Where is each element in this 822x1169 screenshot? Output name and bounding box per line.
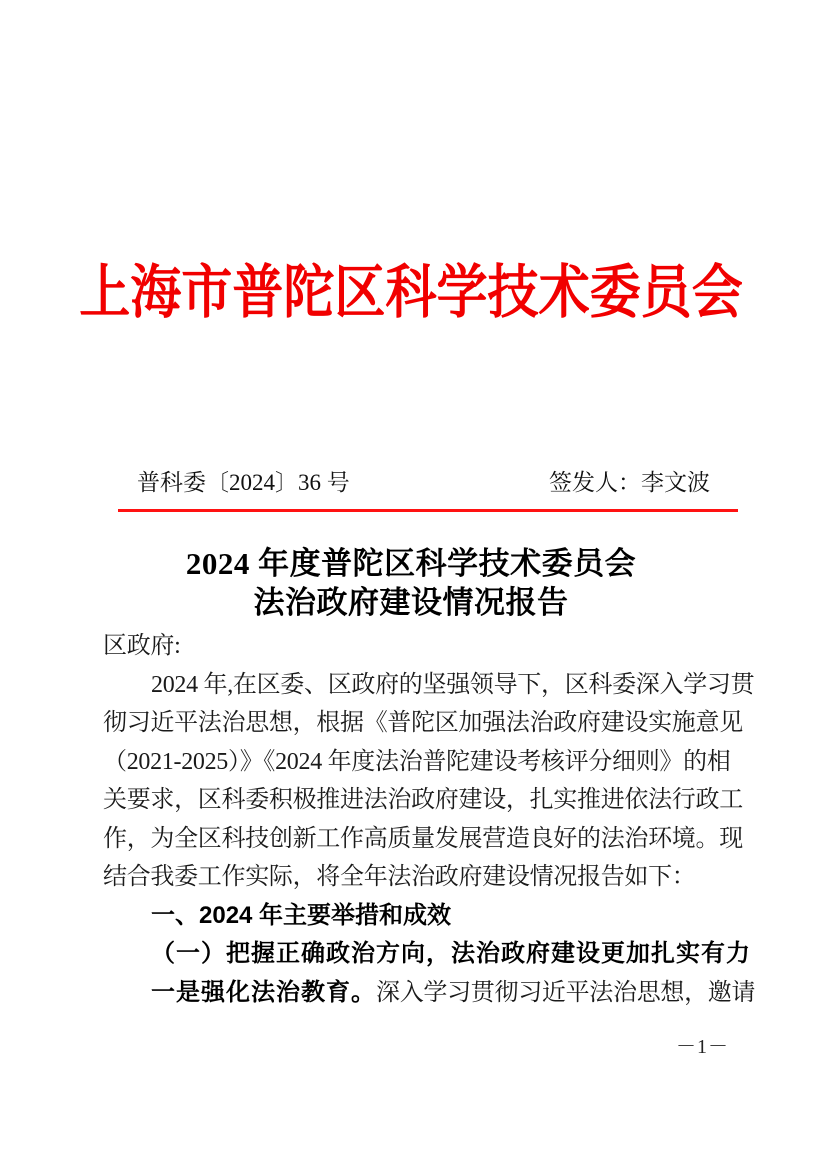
document-number: 普科委〔2024〕36 号 — [137, 470, 350, 495]
agency-red-header: 上海市普陀区科学技术委员会 — [79, 260, 743, 325]
page-number: －1－ — [676, 1036, 729, 1058]
body-line: （2021-2025）》《2024 年度法治普陀建设考核评分细则》的相 — [103, 748, 731, 775]
document-number-row — [118, 468, 738, 498]
body-line-mixed — [103, 974, 756, 1013]
document-body — [103, 627, 756, 1012]
body-line: 作，为全区科技创新工作高质量发展营造良好的法治环境。现 — [103, 825, 743, 852]
salutation: 区政府: — [103, 633, 181, 659]
section-heading-1: 一、2024 年主要举措和成效 — [151, 901, 452, 929]
signer-label: 签发人：李文波 — [549, 470, 710, 495]
body-line: 2024 年,在区委、区政府的坚强领导下，区科委深入学习贯 — [151, 671, 755, 698]
subsection-heading-1: （一）把握正确政治方向，法治政府建设更加扎实有力 — [151, 941, 751, 967]
body-line: 结合我委工作实际，将全年法治政府建设情况报告如下： — [103, 864, 696, 890]
body-line: 关要求，区科委积极推进法治政府建设，扎实推进依法行政工 — [103, 787, 743, 813]
body-line: 彻习近平法治思想，根据《普陀区加强法治政府建设实施意见 — [103, 710, 743, 736]
bold-lead-in: 一是强化法治教育。 — [151, 979, 376, 1006]
document-title-line2: 法治政府建设情况报告 — [253, 585, 569, 620]
body-line-rest: 深入学习贯彻习近平法治思想，邀请 — [376, 979, 756, 1006]
document-title — [0, 544, 822, 622]
red-divider-line — [118, 509, 738, 512]
document-title-line1: 2024 年度普陀区科学技术委员会 — [185, 546, 637, 581]
